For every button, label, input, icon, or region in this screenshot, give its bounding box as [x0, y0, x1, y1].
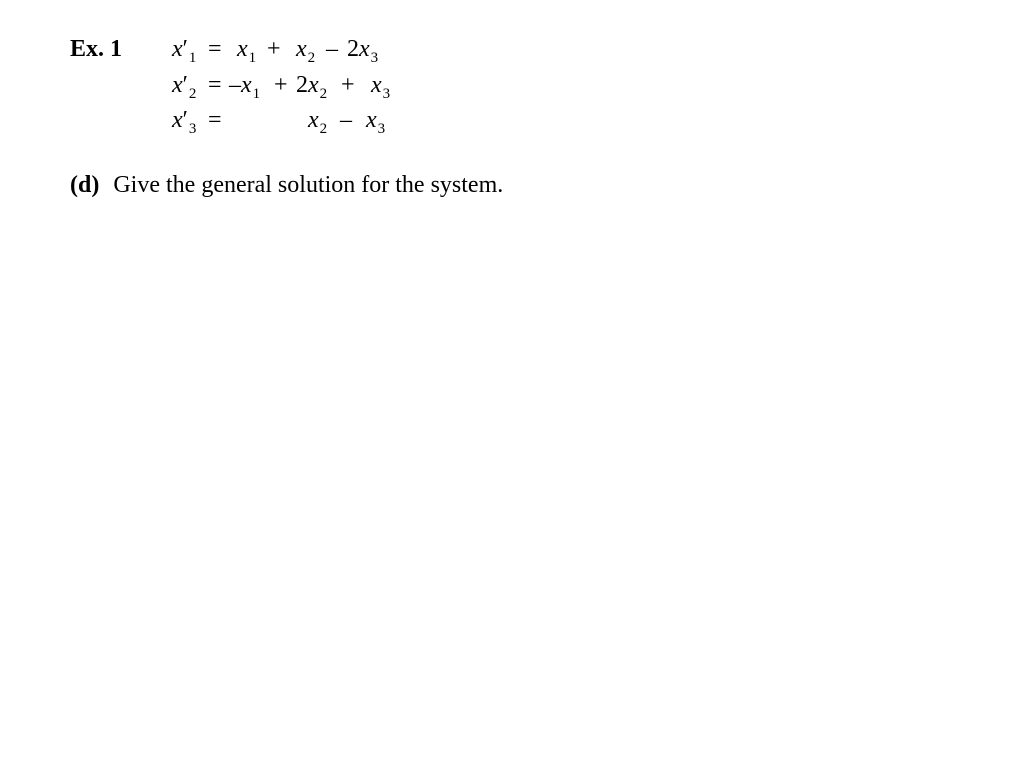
lhs-subscript: 2	[188, 86, 197, 102]
equals-sign: =	[208, 107, 222, 133]
question-d	[70, 170, 503, 200]
equation-lhs	[172, 70, 196, 103]
lhs-subscript: 1	[188, 50, 197, 66]
term	[229, 70, 260, 103]
lhs-var: x	[172, 107, 183, 133]
term-var: x	[359, 36, 370, 62]
example-label: Ex. 1	[70, 36, 123, 62]
term-var: x	[366, 107, 377, 133]
lhs-prime: ′	[182, 72, 188, 98]
term-var: x	[308, 72, 319, 98]
operator: +	[274, 72, 288, 98]
equals-sign: =	[208, 36, 222, 62]
term	[371, 70, 390, 103]
term-var: x	[241, 72, 252, 98]
term-subscript: 2	[319, 86, 328, 102]
term-var: x	[296, 36, 307, 62]
term	[308, 105, 327, 138]
term	[296, 34, 315, 67]
term	[366, 105, 385, 138]
operator: –	[326, 36, 338, 62]
term-subscript: 1	[252, 86, 261, 102]
term-subscript: 3	[377, 121, 386, 137]
operator: –	[340, 107, 352, 133]
operator: +	[341, 72, 355, 98]
term	[237, 34, 256, 67]
lhs-subscript: 3	[188, 121, 197, 137]
equation-lhs	[172, 34, 196, 67]
lhs-var: x	[172, 36, 183, 62]
lhs-var: x	[172, 72, 183, 98]
term-coefficient: –	[229, 72, 241, 98]
operator: +	[267, 36, 281, 62]
term	[296, 70, 327, 103]
lhs-prime: ′	[182, 107, 188, 133]
term-subscript: 3	[370, 50, 379, 66]
term-subscript: 2	[307, 50, 316, 66]
term-subscript: 3	[382, 86, 391, 102]
question-part-label: (d)	[70, 172, 100, 198]
equals-sign: =	[208, 72, 222, 98]
term-coefficient: 2	[296, 72, 308, 98]
term-var: x	[308, 107, 319, 133]
term-var: x	[371, 72, 382, 98]
term-subscript: 2	[319, 121, 328, 137]
term-var: x	[237, 36, 248, 62]
question-text: Give the general solution for the system.	[113, 172, 504, 198]
equation-lhs	[172, 105, 196, 138]
lhs-prime: ′	[182, 36, 188, 62]
term	[347, 34, 378, 67]
term-subscript: 1	[248, 50, 257, 66]
term-coefficient: 2	[347, 36, 359, 62]
